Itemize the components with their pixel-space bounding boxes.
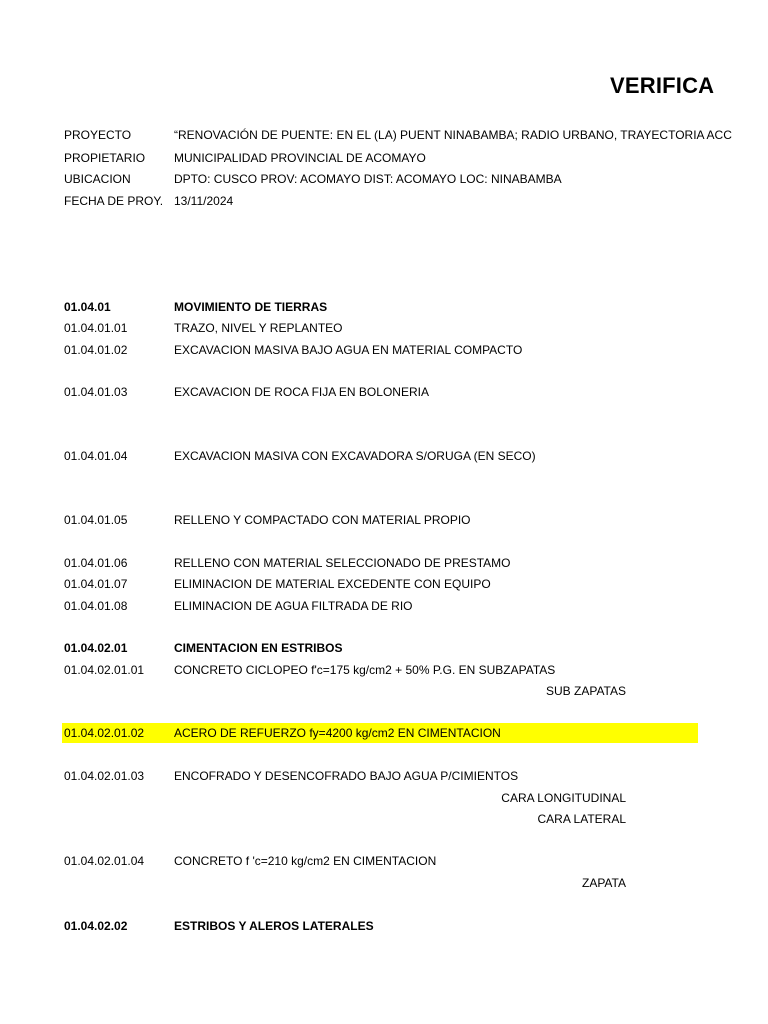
row-code: 01.04.02.02 (64, 919, 128, 933)
header-value-propietario: MUNICIPALIDAD PROVINCIAL DE ACOMAYO (174, 151, 426, 165)
sublabel-sub-zapatas: SUB ZAPATAS (545, 684, 626, 698)
row-code: 01.04.02.01.02 (64, 726, 145, 740)
row-description: ACERO DE REFUERZO fy=4200 kg/cm2 EN CIMENTACION (174, 726, 501, 740)
header-value-proyecto: “RENOVACIÓN DE PUENTE: EN EL (LA) PUENT NINABAMBA; RADIO URBANO, TRAYECTORIA ACC (174, 128, 732, 142)
row-code: 01.04.01.05 (64, 513, 128, 527)
row-description: CIMENTACION EN ESTRIBOS (174, 641, 343, 655)
row-code: 01.04.02.01 (64, 641, 128, 655)
row-description: ELIMINACION DE MATERIAL EXCEDENTE CON EQUIPO (174, 577, 491, 591)
row-description: RELLENO CON MATERIAL SELECCIONADO DE PRESTAMO (174, 556, 511, 570)
sublabel-cara-longitudinal: CARA LONGITUDINAL (501, 791, 626, 805)
row-code: 01.04.01.08 (64, 599, 128, 613)
row-code: 01.04.01 (64, 300, 111, 314)
header-label-fecha: FECHA DE PROY. (64, 194, 164, 208)
header-label-ubicacion: UBICACION (64, 172, 131, 186)
sublabel-zapata: ZAPATA (581, 876, 626, 890)
header-label-proyecto: PROYECTO (64, 128, 132, 142)
sublabel-cara-lateral: CARA LATERAL (537, 812, 626, 826)
row-description: ENCOFRADO Y DESENCOFRADO BAJO AGUA P/CIMIENTOS (174, 769, 519, 783)
row-description: TRAZO, NIVEL Y REPLANTEO (174, 321, 343, 335)
row-description: CONCRETO CICLOPEO f'c=175 kg/cm2 + 50% P.G. EN SUBZAPATAS (174, 663, 556, 677)
row-code: 01.04.01.04 (64, 449, 128, 463)
header-label-propietario: PROPIETARIO (64, 151, 146, 165)
row-code: 01.04.01.07 (64, 577, 128, 591)
row-code: 01.04.02.01.04 (64, 854, 145, 868)
row-description: ESTRIBOS Y ALEROS LATERALES (174, 919, 374, 933)
row-code: 01.04.01.03 (64, 385, 128, 399)
row-description: EXCAVACION MASIVA CON EXCAVADORA S/ORUGA (EN SECO) (174, 449, 536, 463)
header-value-fecha: 13/11/2024 (174, 194, 234, 208)
row-description: ELIMINACION DE AGUA FILTRADA DE RIO (174, 599, 413, 613)
row-code: 01.04.01.02 (64, 343, 128, 357)
row-code: 01.04.02.01.01 (64, 663, 145, 677)
page-title: VERIFICA (610, 73, 715, 98)
row-description: RELLENO Y COMPACTADO CON MATERIAL PROPIO (174, 513, 471, 527)
header-value-ubicacion: DPTO: CUSCO PROV: ACOMAYO DIST: ACOMAYO LOC: NINABAMBA (174, 172, 562, 186)
row-code: 01.04.01.01 (64, 321, 128, 335)
row-description: CONCRETO f 'c=210 kg/cm2 EN CIMENTACION (174, 854, 437, 868)
row-description: MOVIMIENTO DE TIERRAS (174, 300, 328, 314)
row-code: 01.04.02.01.03 (64, 769, 145, 783)
row-code: 01.04.01.06 (64, 556, 128, 570)
row-description: EXCAVACION DE ROCA FIJA EN BOLONERIA (174, 385, 429, 399)
row-description: EXCAVACION MASIVA BAJO AGUA EN MATERIAL COMPACTO (174, 343, 523, 357)
